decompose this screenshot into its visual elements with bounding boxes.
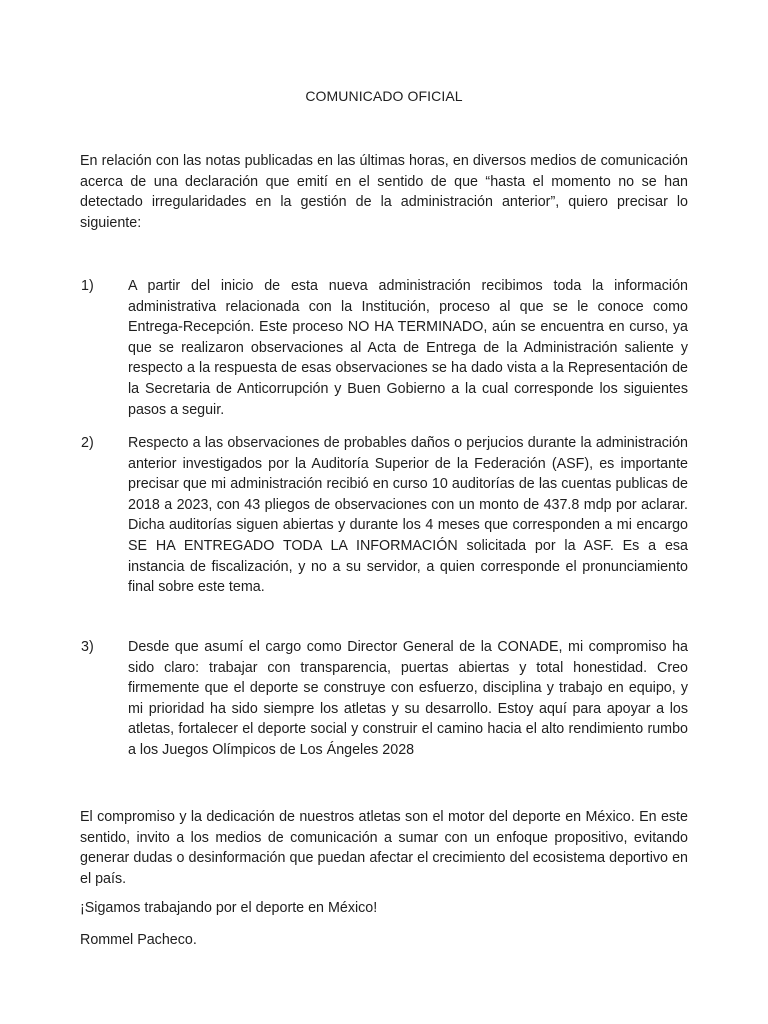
list-item-number: 2) <box>81 435 94 451</box>
document-title: COMUNICADO OFICIAL <box>305 88 463 104</box>
list-item-text: A partir del inicio de esta nueva administración recibimos toda la información administrativa relacionada con la Institución, proceso al que se le conoce como Entrega-Recepción. Este proceso NO HA TERMINADO, aún se encuentra en curso, ya que se realizaron observaciones al Acta de Entrega de la Administración saliente y respecto a la respuesta de esas observaciones se ha dado vista a la Representación de la Secretaria de Anticorrupción y Buen Gobierno a la cual corresponde los siguientes pasos a seguir. <box>128 278 688 418</box>
intro-paragraph: En relación con las notas publicadas en las últimas horas, en diversos medios de comunicación acerca de una declaración que emití en el sentido de que “hasta el momento no se han detectado irregularidades en la gestión de la administración anterior”, quiero precisar lo siguiente: <box>80 153 688 231</box>
list-item-text: Desde que asumí el cargo como Director General de la CONADE, mi compromiso ha sido claro: trabajar con transparencia, puertas abiertas y total honestidad. Creo firmemente que el deporte se construye con esfuerzo, disciplina y trabajo en equipo, y mi prioridad ha sido siempre los atletas y su desarrollo. Estoy aquí para apoyar a los atletas, fortalecer el deporte social y construir el camino hacia el alto rendimiento rumbo a los Juegos Olímpicos de Los Ángeles 2028 <box>128 639 688 758</box>
list-item-text: Respecto a las observaciones de probables daños o perjucios durante la administración anterior investigados por la Auditoría Superior de la Federación (ASF), es importante precisar que mi administración recibió en curso 10 auditorías de las cuentas publicas de 2018 a 2023, con 43 pliegos de observaciones con un monto de 437.8 mdp por aclarar. Dicha auditorías siguen abiertas y durante los 4 meses que corresponden a mi encargo SE HA ENTREGADO TODA LA INFORMACIÓN solicitada por la ASF. Es a esa instancia de fiscalización, y no a su servidor, a quien corresponde el pronunciamiento final sobre este tema. <box>128 435 688 596</box>
closing-paragraph: El compromiso y la dedicación de nuestros atletas son el motor del deporte en México. En este sentido, invito a los medios de comunicación a sumar con un enfoque propositivo, evitando generar dudas o desinformación que puedan afectar el crecimiento del ecosistema deportivo en el país. <box>80 809 688 887</box>
signature: Rommel Pacheco. <box>80 932 197 948</box>
closing-slogan: ¡Sigamos trabajando por el deporte en México! <box>80 900 378 916</box>
list-item-number: 3) <box>81 639 94 655</box>
list-item-number: 1) <box>81 278 94 294</box>
